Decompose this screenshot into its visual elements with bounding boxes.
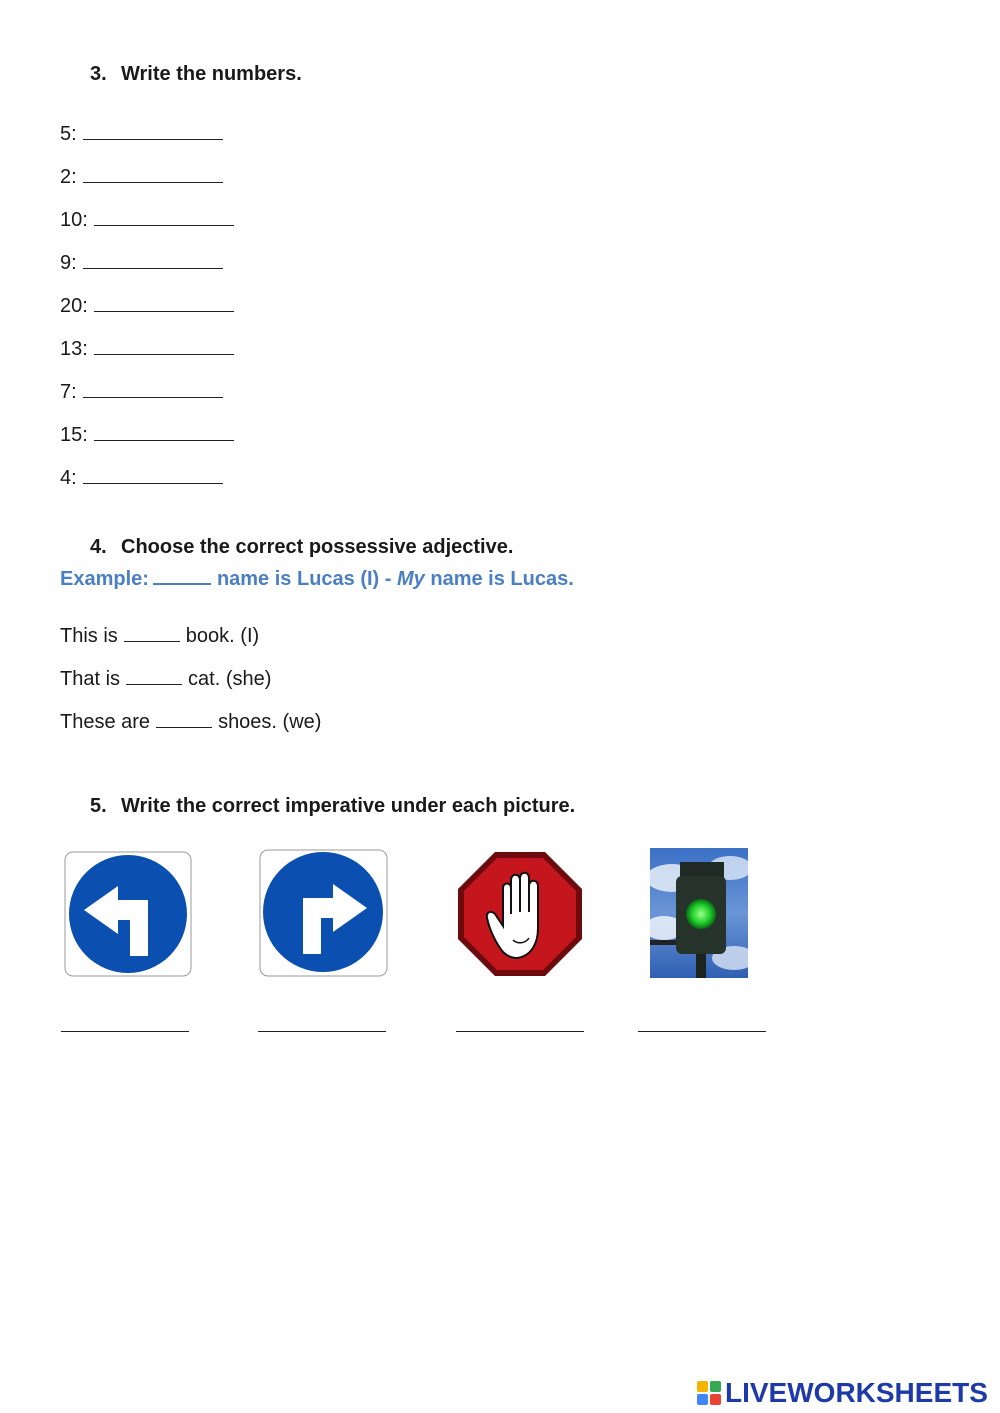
green-traffic-light-icon (650, 848, 748, 978)
sentence-end: book. (I) (185, 625, 260, 647)
sentence-start: That is (60, 668, 121, 690)
number-item (60, 465, 223, 490)
picture-answer-field[interactable] (638, 1029, 766, 1032)
example-middle: name is Lucas (I) - (216, 568, 392, 590)
answer-field[interactable] (94, 336, 234, 355)
answer-field[interactable] (124, 623, 180, 642)
number-label: 9: (60, 252, 77, 274)
answer-field[interactable] (94, 293, 234, 312)
brand-name: LIVEWORKSHEETS (725, 1377, 988, 1408)
section-3-number: 3. (90, 63, 107, 85)
turn-right-sign-icon (259, 848, 389, 978)
answer-field[interactable] (83, 121, 223, 140)
number-label: 13: (60, 338, 88, 360)
answer-field[interactable] (83, 250, 223, 269)
number-label: 10: (60, 209, 88, 231)
section-4-number: 4. (90, 536, 107, 558)
answer-field[interactable] (83, 164, 223, 183)
number-item (60, 379, 223, 404)
number-item (60, 164, 223, 189)
picture-answer-field[interactable] (258, 1029, 386, 1032)
number-label: 20: (60, 295, 88, 317)
example-blank (153, 565, 211, 585)
number-label: 5: (60, 123, 77, 145)
section-4-title: Choose the correct possessive adjective. (121, 536, 514, 558)
section-3-title: Write the numbers. (121, 63, 302, 85)
section-5-number: 5. (90, 795, 107, 817)
stop-hand-sign-icon (455, 848, 585, 978)
number-label: 15: (60, 424, 88, 446)
example-prefix: Example: (60, 568, 149, 590)
number-label: 4: (60, 467, 77, 489)
number-item (60, 121, 223, 146)
section-5-title: Write the correct imperative under each picture. (121, 795, 576, 817)
section-4-heading (90, 536, 513, 559)
possessive-item (60, 623, 259, 648)
number-item (60, 422, 234, 447)
possessive-item (60, 666, 271, 691)
turn-left-sign-icon (64, 848, 194, 978)
sentence-start: These are (60, 711, 151, 733)
answer-field[interactable] (94, 422, 234, 441)
number-label: 7: (60, 381, 77, 403)
brand-logo-icon (697, 1381, 721, 1405)
example-answer: My (397, 568, 425, 590)
liveworksheets-logo (697, 1376, 988, 1410)
picture-answer-field[interactable] (456, 1029, 584, 1032)
number-item (60, 293, 234, 318)
sentence-end: shoes. (we) (218, 711, 322, 733)
number-item (60, 250, 223, 275)
section-3-heading (90, 63, 302, 86)
sentence-end: cat. (she) (188, 668, 272, 690)
section-5-heading (90, 795, 575, 818)
answer-field[interactable] (126, 666, 182, 685)
answer-field[interactable] (156, 709, 212, 728)
answer-field[interactable] (83, 465, 223, 484)
answer-field[interactable] (94, 207, 234, 226)
example-sentence (60, 565, 574, 591)
example-suffix: name is Lucas. (430, 568, 574, 590)
answer-field[interactable] (83, 379, 223, 398)
possessive-item (60, 709, 321, 734)
picture-answer-field[interactable] (61, 1029, 189, 1032)
number-item (60, 336, 234, 361)
number-label: 2: (60, 166, 77, 188)
number-item (60, 207, 234, 232)
sentence-start: This is (60, 625, 118, 647)
